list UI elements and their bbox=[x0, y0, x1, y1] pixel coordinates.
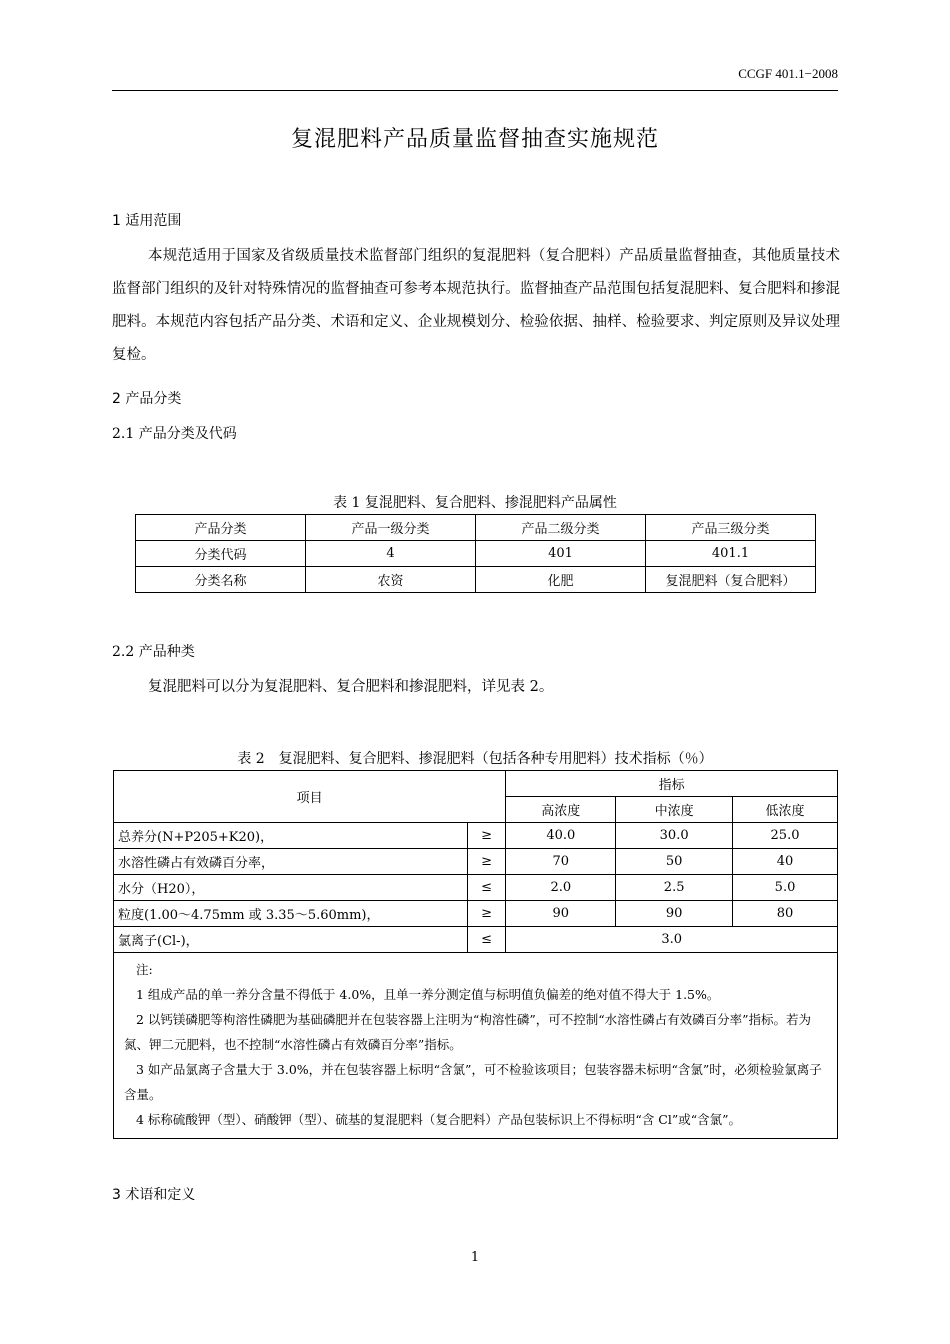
header-level-high: 高浓度 bbox=[506, 797, 616, 823]
page-number: 1 bbox=[470, 1250, 480, 1265]
table-row bbox=[114, 823, 838, 849]
note-item: 2 以钙镁磷肥等枸溶性磷肥为基础磷肥并在包装容器上注明为“枸溶性磷”，可不控制“水溶性磷占有效磷百分率”指标。若为氮、钾二元肥料，也不控制“水溶性磷占有效磷百分率”指标。 bbox=[124, 1012, 811, 1052]
row-operator: ≥ bbox=[467, 849, 506, 875]
row-mid: 90 bbox=[616, 901, 733, 927]
table-row bbox=[114, 901, 838, 927]
table-cell: 4 bbox=[306, 541, 476, 567]
table-row bbox=[114, 875, 838, 901]
table-cell: 产品二级分类 bbox=[476, 515, 646, 541]
section-2-2-body bbox=[112, 671, 840, 704]
row-low: 80 bbox=[733, 901, 838, 927]
header-level-low: 低浓度 bbox=[733, 797, 838, 823]
row-item: 水溶性磷占有效磷百分率， bbox=[114, 849, 468, 875]
table-1-caption: 表 1 复混肥料、复合肥料、掺混肥料产品属性 bbox=[333, 495, 617, 511]
table-row bbox=[136, 541, 816, 567]
table-row bbox=[114, 849, 838, 875]
table-row bbox=[114, 927, 838, 953]
row-item: 总养分(N+P205+K20)， bbox=[114, 823, 468, 849]
row-item: 水分（H20）， bbox=[114, 875, 468, 901]
table-cell: 401 bbox=[476, 541, 646, 567]
row-low: 5.0 bbox=[733, 875, 838, 901]
row-operator: ≥ bbox=[467, 901, 506, 927]
section-3-heading: 3 术语和定义 bbox=[112, 1187, 196, 1203]
row-operator: ≤ bbox=[467, 927, 506, 953]
row-operator: ≤ bbox=[467, 875, 506, 901]
section-1-body bbox=[112, 240, 840, 372]
table-notes bbox=[114, 953, 838, 1139]
header-index: 指标 bbox=[506, 771, 838, 797]
table-2-caption: 表 2 复混肥料、复合肥料、掺混肥料（包括各种专用肥料）技术指标（％） bbox=[237, 751, 713, 767]
table-cell: 产品一级分类 bbox=[306, 515, 476, 541]
table-row bbox=[136, 515, 816, 541]
section-2-1-heading: 2.1 产品分类及代码 bbox=[112, 426, 237, 442]
row-mid: 30.0 bbox=[616, 823, 733, 849]
notes-label: 注: bbox=[136, 962, 153, 977]
table-row bbox=[114, 953, 838, 1139]
table-cell: 复混肥料（复合肥料） bbox=[646, 567, 816, 593]
table-cell: 产品分类 bbox=[136, 515, 306, 541]
table-2 bbox=[113, 770, 838, 1139]
note-item: 3 如产品氯离子含量大于 3.0%，并在包装容器上标明“含氯”，可不检验该项目；包装容器未标明“含氯”时，必须检验氯离子含量。 bbox=[124, 1062, 822, 1102]
header-item: 项目 bbox=[114, 771, 506, 823]
row-high: 70 bbox=[506, 849, 616, 875]
table-cell: 产品三级分类 bbox=[646, 515, 816, 541]
row-low: 40 bbox=[733, 849, 838, 875]
section-2-2-paragraph: 复混肥料可以分为复混肥料、复合肥料和掺混肥料，详见表 2。 bbox=[148, 679, 554, 695]
document-code: CCGF 401.1−2008 bbox=[738, 66, 838, 81]
row-item: 粒度(1.00～4.75mm 或 3.35～5.60mm)， bbox=[114, 901, 468, 927]
row-high: 2.0 bbox=[506, 875, 616, 901]
table-cell: 化肥 bbox=[476, 567, 646, 593]
section-2-heading: 2 产品分类 bbox=[112, 391, 182, 407]
row-mid: 50 bbox=[616, 849, 733, 875]
row-low: 25.0 bbox=[733, 823, 838, 849]
page-title: 复混肥料产品质量监督抽查实施规范 bbox=[290, 127, 659, 152]
section-1-paragraph: 本规范适用于国家及省级质量技术监督部门组织的复混肥料（复合肥料）产品质量监督抽查，其他质量技术监督部门组织的及针对特殊情况的监督抽查可参考本规范执行。监督抽查产品范围包括复混肥料、复合肥料和掺混肥料。本规范内容包括产品分类、术语和定义、企业规模划分、检验依据、抽样、检验要求、判定原则及异议处理复检。 bbox=[112, 248, 840, 363]
header-rule bbox=[112, 90, 838, 91]
row-high: 40.0 bbox=[506, 823, 616, 849]
row-mid: 2.5 bbox=[616, 875, 733, 901]
section-1-heading: 1 适用范围 bbox=[112, 213, 182, 229]
row-item: 氯离子(Cl-)， bbox=[114, 927, 468, 953]
table-cell: 分类名称 bbox=[136, 567, 306, 593]
table-cell: 分类代码 bbox=[136, 541, 306, 567]
table-1 bbox=[135, 514, 816, 593]
note-item: 4 标称硫酸钾（型）、硝酸钾（型）、硫基的复混肥料（复合肥料）产品包装标识上不得标明“含 Cl”或“含氯”。 bbox=[136, 1112, 742, 1127]
row-high: 90 bbox=[506, 901, 616, 927]
table-cell: 401.1 bbox=[646, 541, 816, 567]
row-operator: ≥ bbox=[467, 823, 506, 849]
header-level-mid: 中浓度 bbox=[616, 797, 733, 823]
note-item: 1 组成产品的单一养分含量不得低于 4.0%，且单一养分测定值与标明值负偏差的绝对值不得大于 1.5%。 bbox=[136, 987, 720, 1002]
table-row bbox=[136, 567, 816, 593]
row-chloride-value: 3.0 bbox=[506, 927, 838, 953]
section-2-2-heading: 2.2 产品种类 bbox=[112, 644, 195, 660]
table-cell: 农资 bbox=[306, 567, 476, 593]
table-row bbox=[114, 771, 838, 797]
